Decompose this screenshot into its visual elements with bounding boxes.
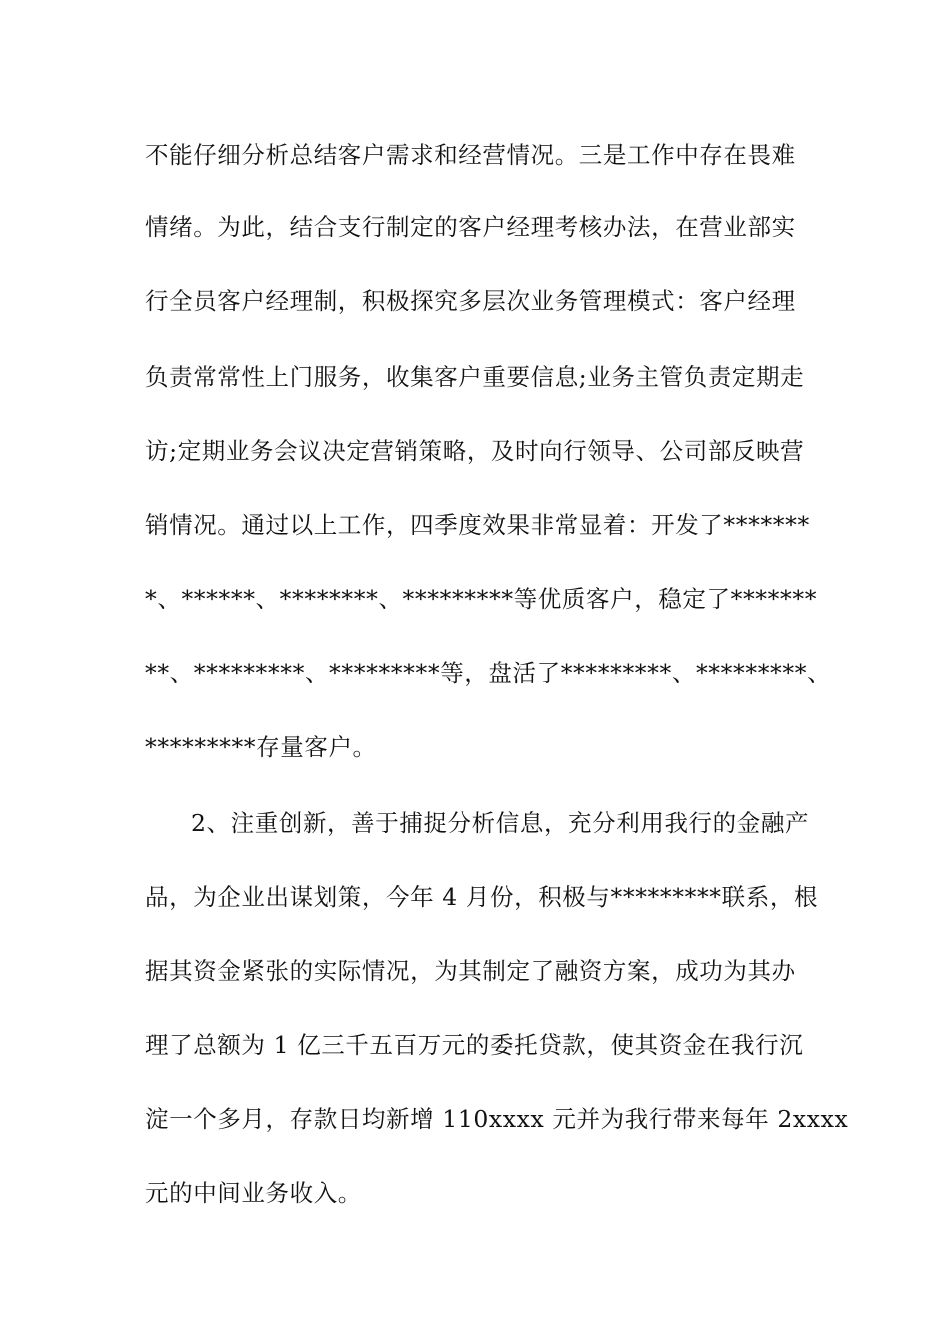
paragraph-line-1: 不能仔细分析总结客户需求和经营情况。三是工作中存在畏难 — [145, 141, 796, 169]
paragraph-2-line-6: 元的中间业务收入。 — [145, 1179, 362, 1207]
paragraph-2-line-1: 2、注重创新，善于捕捉分析信息，充分利用我行的金融产 — [191, 809, 810, 837]
paragraph-2-line-2: 品，为企业出谋划策，今年 4 月份，积极与*********联系，根 — [145, 883, 819, 911]
paragraph-2-line-4: 理了总额为 1 亿三千五百万元的委托贷款，使其资金在我行沉 — [145, 1031, 804, 1059]
paragraph-line-5: 访;定期业务会议决定营销策略，及时向行领导、公司部反映营 — [145, 437, 805, 465]
paragraph-line-3: 行全员客户经理制，积极探究多层次业务管理模式：客户经理 — [145, 287, 796, 315]
paragraph-line-2: 情绪。为此，结合支行制定的客户经理考核办法，在营业部实 — [145, 213, 796, 241]
paragraph-line-7: *、******、********、*********等优质客户，稳定了******* — [145, 585, 818, 613]
paragraph-line-4: 负责常常性上门服务，收集客户重要信息;业务主管负责定期走 — [145, 363, 805, 391]
paragraph-line-8: **、*********、*********等，盘活了*********、*********、 — [145, 659, 832, 687]
paragraph-2-line-3: 据其资金紧张的实际情况，为其制定了融资方案，成功为其办 — [145, 957, 796, 985]
paragraph-line-9: *********存量客户。 — [145, 733, 377, 761]
paragraph-2-line-5: 淀一个多月，存款日均新增 110xxxx 元并为我行带来每年 2xxxx — [145, 1105, 849, 1133]
paragraph-line-6: 销情况。通过以上工作，四季度效果非常显着：开发了******* — [145, 511, 810, 539]
